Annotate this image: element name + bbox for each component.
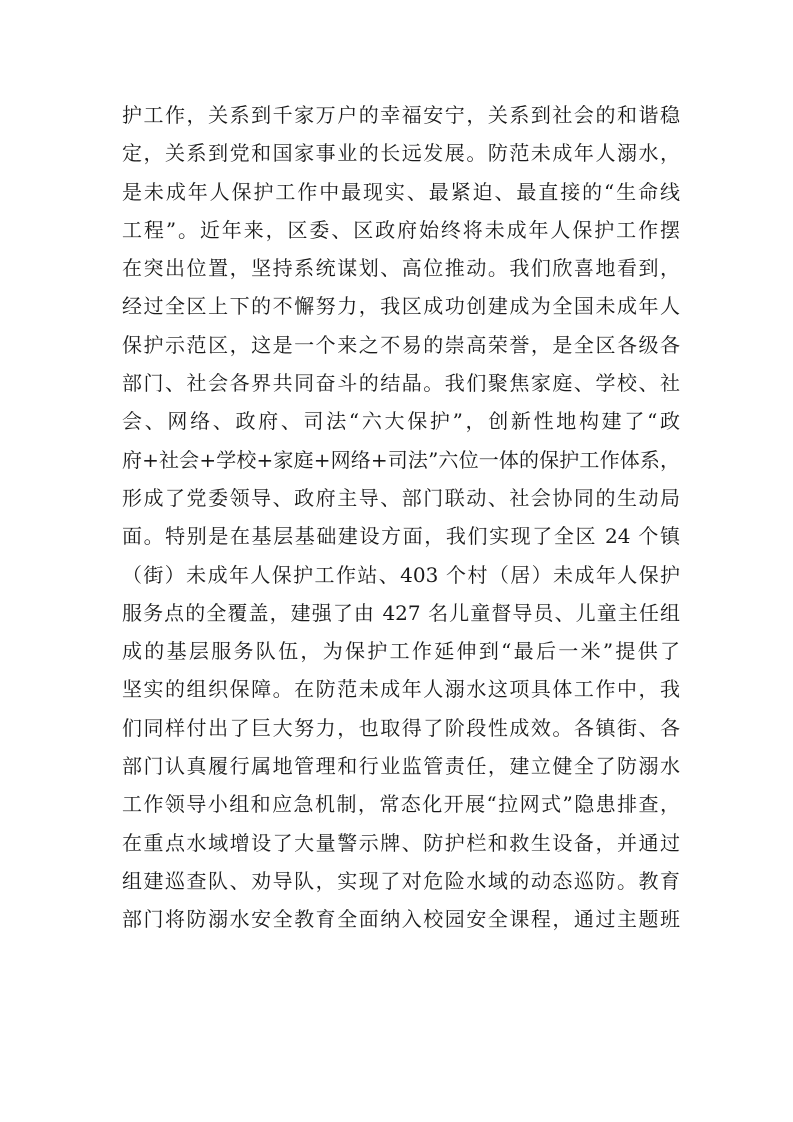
text-line-22: 部门将防溺水安全教育全面纳入校园安全课程，通过主题班 bbox=[122, 907, 680, 932]
text-line-19: 工作领导小组和应急机制，常态化开展“拉网式”隐患排查， bbox=[122, 792, 680, 817]
text-line-13: （街）未成年人保护工作站、403 个村（居）未成年人保护 bbox=[122, 562, 680, 587]
text-line-8: 部门、社会各界共同奋斗的结晶。我们聚焦家庭、学校、社 bbox=[122, 371, 680, 396]
text-line-12: 面。特别是在基层基础建设方面，我们实现了全区 24 个镇 bbox=[122, 524, 680, 549]
text-line-18: 部门认真履行属地管理和行业监管责任，建立健全了防溺水 bbox=[122, 754, 680, 779]
text-line-16: 坚实的组织保障。在防范未成年人溺水这项具体工作中，我 bbox=[122, 677, 680, 702]
text-line-4: 工程”。近年来，区委、区政府始终将未成年人保护工作摆 bbox=[122, 217, 680, 242]
text-line-11: 形成了党委领导、政府主导、部门联动、社会协同的生动局 bbox=[122, 485, 680, 510]
text-line-21: 组建巡查队、劝导队，实现了对危险水域的动态巡防。教育 bbox=[122, 868, 680, 893]
text-line-9: 会、网络、政府、司法“六大保护”，创新性地构建了“政 bbox=[122, 409, 680, 434]
text-line-10: 府+社会+学校+家庭+网络+司法”六位一体的保护工作体系， bbox=[122, 447, 680, 472]
body-text bbox=[122, 96, 680, 939]
text-line-2: 定，关系到党和国家事业的长远发展。防范未成年人溺水， bbox=[122, 141, 680, 166]
text-line-7: 保护示范区，这是一个来之不易的崇高荣誉，是全区各级各 bbox=[122, 332, 680, 357]
text-line-14: 服务点的全覆盖，建强了由 427 名儿童督导员、儿童主任组 bbox=[122, 600, 680, 625]
text-line-15: 成的基层服务队伍，为保护工作延伸到“最后一米”提供了 bbox=[122, 639, 680, 664]
text-line-6: 经过全区上下的不懈努力，我区成功创建成为全国未成年人 bbox=[122, 294, 680, 319]
text-line-5: 在突出位置，坚持系统谋划、高位推动。我们欣喜地看到， bbox=[122, 256, 680, 281]
text-line-20: 在重点水域增设了大量警示牌、防护栏和救生设备，并通过 bbox=[122, 830, 680, 855]
text-line-3: 是未成年人保护工作中最现实、最紧迫、最直接的“生命线 bbox=[122, 179, 680, 204]
text-line-1: 护工作，关系到千家万户的幸福安宁，关系到社会的和谐稳 bbox=[122, 103, 680, 127]
text-line-17: 们同样付出了巨大努力，也取得了阶段性成效。各镇街、各 bbox=[122, 715, 680, 740]
